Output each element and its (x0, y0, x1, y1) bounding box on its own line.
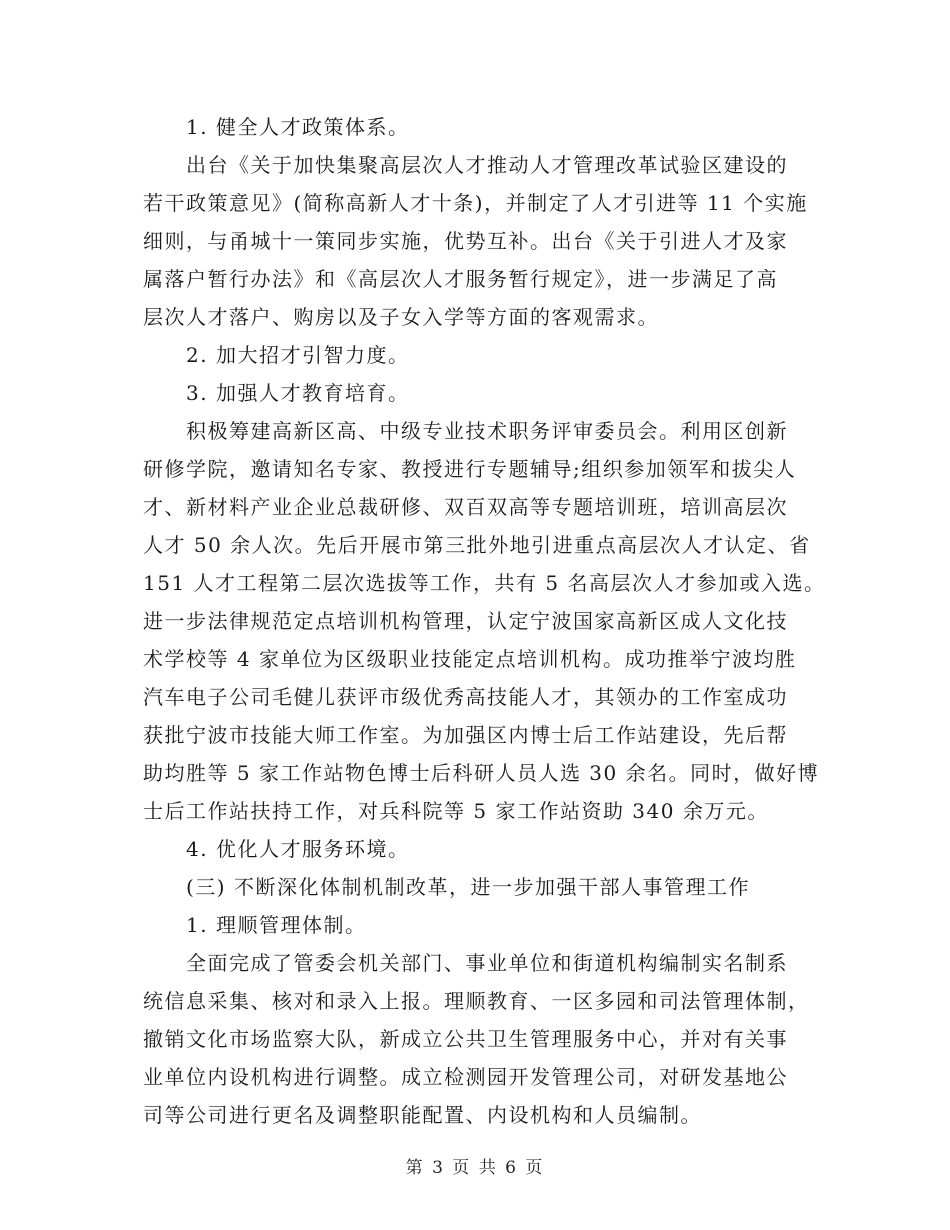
paragraph-line: 若干政策意见》(简称高新人才十条)，并制定了人才引进等 11 个实施 (143, 191, 808, 215)
paragraph-line: 汽车电子公司毛健儿获评市级优秀高技能人才，其领办的工作室成功 (143, 685, 788, 709)
document-body (143, 108, 826, 1134)
section-heading: (三) 不断深化体制机制改革，进一步加强干部人事管理工作 (186, 875, 750, 899)
section-heading: 3. 加强人才教育培育。 (186, 381, 410, 405)
paragraph-line: 士后工作站扶持工作，对兵科院等 5 家工作站资助 340 余万元。 (143, 799, 769, 823)
paragraph-line: 出台《关于加快集聚高层次人才推动人才管理改革试验区建设的 (186, 153, 788, 177)
paragraph-line: 才、新材料产业企业总裁研修、双百双高等专题培训班，培训高层次 (143, 495, 788, 519)
paragraph-line: 业单位内设机构进行调整。成立检测园开发管理公司，对研发基地公 (143, 1065, 788, 1089)
paragraph-line: 获批宁波市技能大师工作室。为加强区内博士后工作站建设，先后帮 (143, 723, 788, 747)
section-heading: 1. 理顺管理体制。 (186, 913, 367, 937)
paragraph-line: 人才 50 余人次。先后开展市第三批外地引进重点高层次人才认定、省 (143, 533, 811, 557)
paragraph-line: 进一步法律规范定点培训机构管理，认定宁波国家高新区成人文化技 (143, 609, 788, 633)
paragraph-line: 术学校等 4 家单位为区级职业技能定点培训机构。成功推举宁波均胜 (143, 647, 797, 671)
paragraph-line: 151 人才工程第二层次选拔等工作，共有 5 名高层次人才参加或入选。 (143, 571, 826, 595)
paragraph-line: 属落户暂行办法》和《高层次人才服务暂行规定》，进一步满足了高 (143, 267, 778, 291)
paragraph-line: 助均胜等 5 家工作站物色博士后科研人员人选 30 余名。同时，做好博 (143, 761, 820, 785)
page-number-footer: 第 3 页 共 6 页 (405, 1158, 545, 1178)
paragraph-line: 层次人才落户、购房以及子女入学等方面的客观需求。 (143, 305, 659, 329)
paragraph-line: 撤销文化市场监察大队，新成立公共卫生管理服务中心，并对有关事 (143, 1027, 788, 1051)
paragraph-line: 统信息采集、核对和录入上报。理顺教育、一区多园和司法管理体制， (143, 989, 810, 1013)
paragraph-line: 全面完成了管委会机关部门、事业单位和街道机构编制实名制系 (186, 951, 788, 975)
paragraph-line: 细则，与甬城十一策同步实施，优势互补。出台《关于引进人才及家 (143, 229, 788, 253)
section-heading: 4. 优化人才服务环境。 (186, 837, 410, 861)
section-heading: 1. 健全人才政策体系。 (186, 115, 410, 139)
section-heading: 2. 加大招才引智力度。 (186, 343, 410, 367)
paragraph-line: 积极筹建高新区高、中级专业技术职务评审委员会。利用区创新 (186, 419, 788, 443)
paragraph-line: 研修学院，邀请知名专家、教授进行专题辅导;组织参加领军和拔尖人 (143, 457, 797, 481)
paragraph-line: 司等公司进行更名及调整职能配置、内设机构和人员编制。 (143, 1103, 702, 1127)
